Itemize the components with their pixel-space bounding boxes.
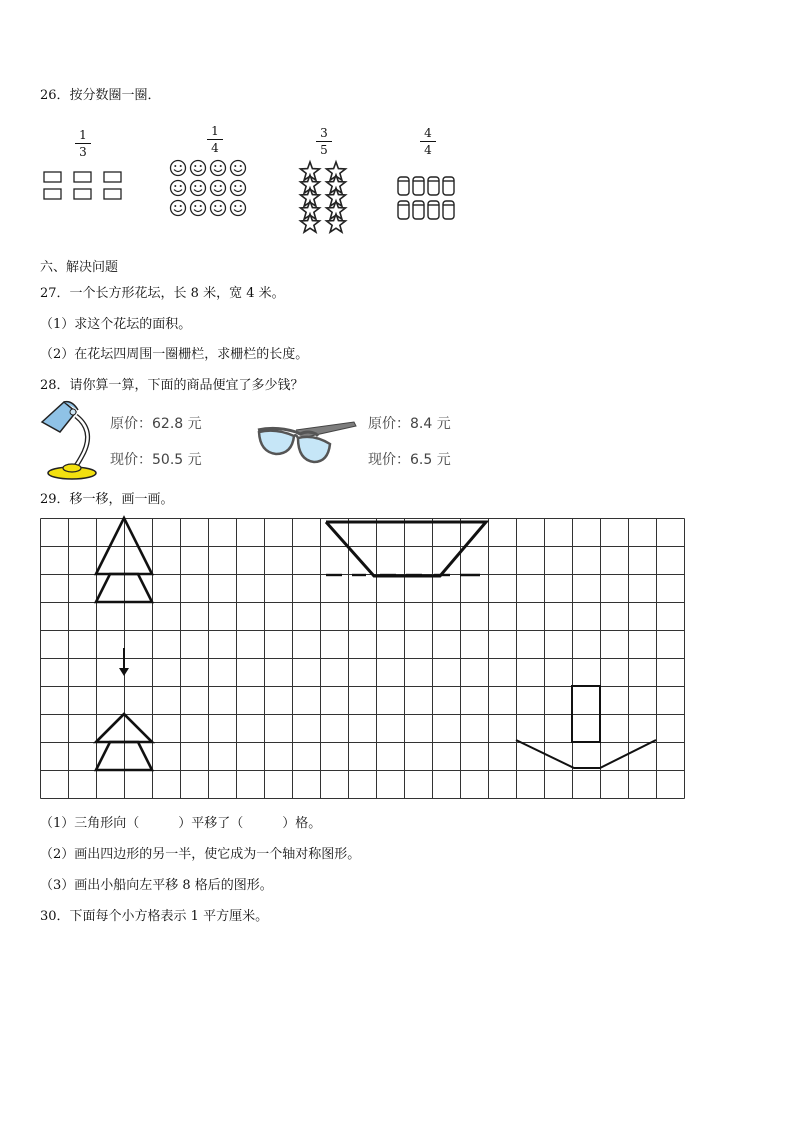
denominator: 4 bbox=[211, 141, 219, 155]
numerator: 1 bbox=[79, 128, 87, 142]
smiley-icon bbox=[171, 161, 246, 216]
q28-title: 28．请你算一算，下面的商品便宜了多少钱？ bbox=[40, 378, 304, 393]
glasses-current-price: 现价：6.5 元 bbox=[368, 452, 451, 468]
lamp-current-price: 现价：50.5 元 bbox=[110, 452, 202, 468]
star-icon bbox=[301, 162, 346, 232]
fraction-4-4 bbox=[420, 126, 436, 157]
q29-sub3: （3）画出小船向左平移 8 格后的图形。 bbox=[40, 878, 273, 893]
half-quadrilateral bbox=[326, 522, 486, 576]
fraction-1-3 bbox=[75, 128, 91, 159]
glasses-original-price: 原价：8.4 元 bbox=[368, 416, 451, 432]
smiley-group bbox=[170, 160, 252, 218]
q30-title: 30．下面每个小方格表示 1 平方厘米。 bbox=[40, 909, 269, 924]
q27-title: 27．一个长方形花坛，长 8 米，宽 4 米。 bbox=[40, 286, 285, 301]
q29-title: 29．移一移，画一画。 bbox=[40, 492, 174, 507]
fraction-3-5 bbox=[316, 126, 332, 157]
lamp-original-price: 原价：62.8 元 bbox=[110, 416, 202, 432]
denominator: 3 bbox=[79, 145, 87, 159]
cylinder-group bbox=[398, 176, 462, 224]
numerator: 3 bbox=[320, 126, 328, 140]
denominator: 4 bbox=[424, 143, 432, 157]
cylinder-icon bbox=[398, 177, 454, 219]
q27-sub2: （2）在花坛四周围一圈栅栏，求栅栏的长度。 bbox=[40, 347, 309, 362]
q26-title: 26．按分数圈一圈． bbox=[40, 88, 161, 103]
fraction-1-4 bbox=[207, 124, 223, 155]
numerator: 4 bbox=[424, 126, 432, 140]
numerator: 1 bbox=[211, 124, 219, 138]
q29-sub1: （1）三角形向（ ）平移了（ ）格。 bbox=[40, 816, 322, 831]
q29-sub2: （2）画出四边形的另一半，使它成为一个轴对称图形。 bbox=[40, 847, 361, 862]
q27-sub1: （1）求这个花坛的面积。 bbox=[40, 317, 192, 332]
glasses-icon bbox=[256, 422, 360, 466]
star-group bbox=[298, 162, 350, 234]
boat-shape bbox=[516, 686, 656, 768]
section-title: 六、解决问题 bbox=[40, 260, 119, 275]
desk-lamp-icon bbox=[38, 398, 98, 480]
translation-arrow bbox=[119, 648, 129, 676]
square-grid bbox=[40, 518, 690, 800]
denominator: 5 bbox=[320, 143, 328, 157]
rectangle-group bbox=[44, 172, 124, 202]
